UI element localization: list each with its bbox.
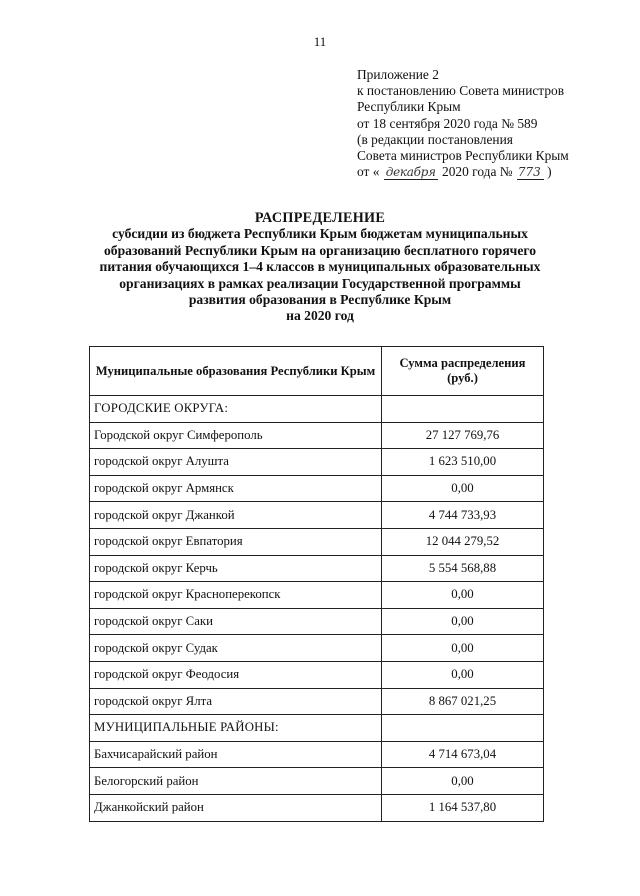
handwritten-date: декабря: [385, 165, 436, 180]
table-row: [90, 635, 544, 662]
row-name: городской округ Армянск: [90, 475, 382, 502]
appendix-line-7: [357, 164, 607, 180]
row-sum: 4 744 733,93: [382, 502, 544, 529]
row-sum: [382, 715, 544, 742]
row-sum: 1 623 510,00: [382, 449, 544, 476]
row-name: городской округ Алушта: [90, 449, 382, 476]
table-header-row: [90, 347, 544, 396]
heading-line-4: организациях в рамках реализации Государственной программы: [119, 275, 521, 291]
header-municipalities: Муниципальные образования Республики Крым: [90, 347, 382, 396]
appendix-line-5: (в редакции постановления: [357, 131, 513, 147]
row-name: городской округ Ялта: [90, 688, 382, 715]
appendix-line-6: Совета министров Республики Крым: [357, 148, 569, 164]
row-sum: [382, 396, 544, 423]
table-row: [90, 396, 544, 423]
row-sum: 27 127 769,76: [382, 422, 544, 449]
heading-line-2: образований Республики Крым на организацию бесплатного горячего: [104, 242, 536, 258]
row-sum: 1 164 537,80: [382, 794, 544, 821]
table-row: [90, 688, 544, 715]
table-row: [90, 768, 544, 795]
table-row: [90, 741, 544, 768]
row-name: городской округ Евпатория: [90, 528, 382, 555]
table-row: [90, 582, 544, 609]
appendix-line-7-prefix: от «: [357, 164, 380, 180]
row-sum: 12 044 279,52: [382, 528, 544, 555]
heading-title: РАСПРЕДЕЛЕНИЕ: [254, 210, 386, 226]
row-sum: 0,00: [382, 635, 544, 662]
row-name: городской округ Красноперекопск: [90, 582, 382, 609]
row-sum: 0,00: [382, 608, 544, 635]
table-row: [90, 449, 544, 476]
row-sum: 0,00: [382, 768, 544, 795]
appendix-line-1: Приложение 2: [357, 67, 439, 82]
heading-line-5: развития образования в Республике Крым: [188, 292, 452, 308]
table-row: [90, 794, 544, 821]
page-number: 11: [313, 34, 327, 49]
table-row: [90, 555, 544, 582]
row-name: Белогорский район: [90, 768, 382, 795]
heading-line-3: питания обучающихся 1–4 классов в муниципальных образовательных: [99, 259, 541, 275]
row-sum: 0,00: [382, 475, 544, 502]
appendix-line-4: от 18 сентября 2020 года № 589: [357, 115, 538, 131]
table-row: [90, 422, 544, 449]
table-row: [90, 475, 544, 502]
row-name: МУНИЦИПАЛЬНЫЕ РАЙОНЫ:: [90, 715, 382, 742]
table-row: [90, 661, 544, 688]
appendix-block: [357, 67, 607, 180]
appendix-line-7-year: 2020 года №: [442, 164, 513, 180]
row-name: городской округ Джанкой: [90, 502, 382, 529]
row-name: Городской округ Симферополь: [90, 422, 382, 449]
heading-line-6: на 2020 год: [286, 308, 354, 324]
document-heading: [60, 210, 580, 325]
appendix-line-2: к постановлению Совета министров: [357, 83, 565, 99]
row-name: Джанкойский район: [90, 794, 382, 821]
table-row: [90, 715, 544, 742]
appendix-line-3: Республики Крым: [357, 99, 461, 115]
row-name: городской округ Саки: [90, 608, 382, 635]
row-sum: 8 867 021,25: [382, 688, 544, 715]
row-sum: 5 554 568,88: [382, 555, 544, 582]
row-name: городской округ Феодосия: [90, 661, 382, 688]
row-sum: 0,00: [382, 582, 544, 609]
distribution-table: [89, 346, 544, 822]
heading-line-1: субсидии из бюджета Республики Крым бюджетам муниципальных: [112, 226, 528, 242]
header-sum: Сумма распределения (руб.): [382, 347, 544, 396]
handwritten-number: 773: [517, 165, 544, 180]
row-name: городской округ Керчь: [90, 555, 382, 582]
appendix-line-7-suffix: ): [547, 164, 552, 180]
row-name: ГОРОДСКИЕ ОКРУГА:: [90, 396, 382, 423]
row-sum: 0,00: [382, 661, 544, 688]
row-name: городской округ Судак: [90, 635, 382, 662]
row-sum: 4 714 673,04: [382, 741, 544, 768]
table-row: [90, 528, 544, 555]
table-row: [90, 502, 544, 529]
row-name: Бахчисарайский район: [90, 741, 382, 768]
table-row: [90, 608, 544, 635]
